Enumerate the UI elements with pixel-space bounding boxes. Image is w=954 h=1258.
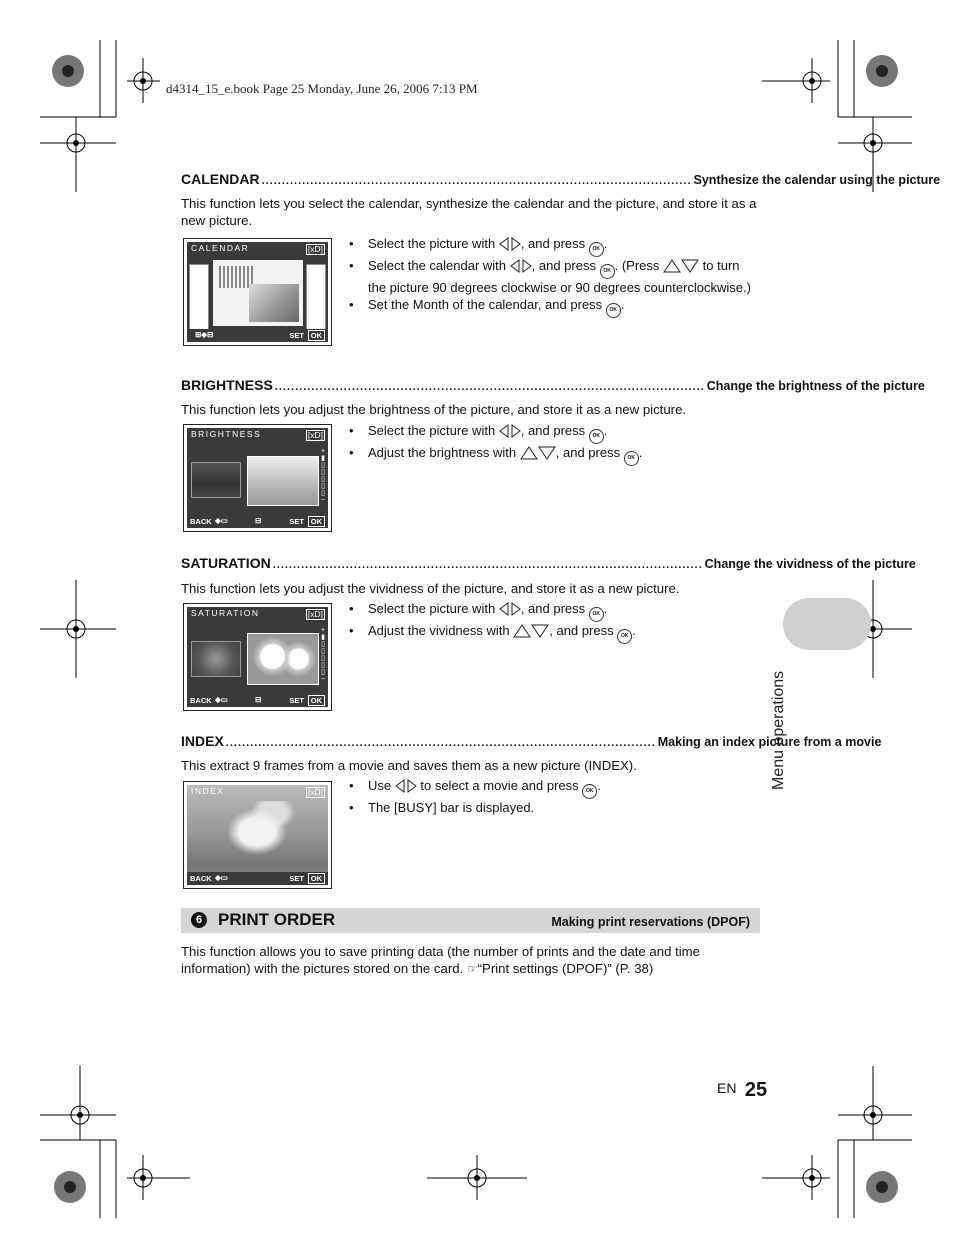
xd-badge: [xD] [307,244,323,254]
list-item: • Adjust the vividness with , and press OK . [349,622,759,644]
list-item: • Use to select a movie and press OK . [349,777,759,799]
screen-back-label: BACK [190,517,212,526]
index-intro: This extract 9 frames from a movie and saves them as a new picture (INDEX). [181,758,637,773]
chapter-side-label: Menu operations [770,670,787,790]
flower-preview [247,633,319,685]
menu-icon: ◆▭ [215,516,228,525]
calendar-title: CALENDAR [181,171,260,187]
brightness-steps [349,422,759,466]
index-heading [181,733,882,749]
ok-func-button-icon: OK [589,429,604,444]
calendar-heading [181,171,941,187]
up-down-icon: ⊟ [255,516,262,525]
book-header-line: d4314_15_e.book Page 25 Monday, June 26, 2006 7:13 PM [166,81,478,96]
saturation-title: SATURATION [181,555,271,571]
brightness-intro: This function lets you adjust the brightness of the picture, and store it as a new picture. [181,402,687,417]
screen-set-label: SET [289,331,304,340]
print-order-line-2: information) with the pictures stored on the card. ☞“Print settings (DPOF)” (P. 38) [181,961,654,976]
ok-icon: OK [308,516,325,527]
calendar-description: Synthesize the calendar using the picture [693,173,941,187]
index-steps [349,777,759,816]
index-description: Making an index picture from a movie [657,735,882,749]
list-item: • Set the Month of the calendar, and press OK . [349,296,759,318]
xd-badge: [xD] [307,787,323,797]
ok-func-button-icon: OK [600,264,615,279]
calendar-nav-icons: ⊞◆⊟ [195,330,214,339]
calendar-steps [349,235,759,318]
saturation-intro: This function lets you adjust the vividness of the picture, and store it as a new picture. [181,581,680,596]
left-right-arrows-icon [510,259,532,273]
screen-title: SATURATION [191,608,260,618]
menu-icon: ◆▭ [215,873,228,882]
saturation-scale: + ▮ ▯ ▯ ▯ ▯ ▯ − [320,627,326,683]
ok-func-button-icon: OK [606,303,621,318]
print-order-title: PRINT ORDER [218,910,336,929]
left-right-arrows-icon [499,602,521,616]
index-screen [183,781,332,889]
leader-dots: .......................................................................................................... [272,559,703,571]
page-footer [717,1079,767,1102]
up-down-arrows-icon [520,446,556,460]
left-right-arrows-icon [499,424,521,438]
saturation-description: Change the vividness of the picture [704,557,916,571]
ok-func-button-icon: OK [582,784,597,799]
index-title: INDEX [181,733,224,749]
print-order-body [181,943,771,978]
screen-set-label: SET [289,517,304,526]
bright-preview [247,456,319,506]
list-item: • Select the picture with , and press OK . [349,235,759,257]
print-order-description: Making print reservations (DPOF) [551,915,750,929]
list-item: • Select the picture with , and press OK . [349,422,759,444]
xd-badge: [xD] [307,430,323,440]
dark-thumbnail [191,462,241,498]
leader-dots: .......................................................................................................... [274,381,705,393]
ok-func-button-icon: OK [617,629,632,644]
list-item: • Adjust the brightness with , and press OK . [349,444,759,466]
flower-thumbnail [191,641,241,677]
screen-set-label: SET [289,874,304,883]
print-order-line-1: This function allows you to save printing data (the number of prints and the date and time [181,944,701,959]
language-code: EN [717,1080,737,1096]
saturation-heading [181,555,916,571]
ok-func-button-icon: OK [589,242,604,257]
list-item: • Select the calendar with , and press OK . (Press to turn the picture 90 degrees clockwise or 90 degrees counterclockwise.) [349,257,759,296]
up-down-arrows-icon [663,259,699,273]
ok-func-button-icon: OK [589,607,604,622]
section-number-badge: 6 [191,912,207,928]
leader-dots: .......................................................................................................... [261,175,692,187]
bird-photo [249,284,299,322]
brightness-screen [183,424,332,532]
screen-back-label: BACK [190,874,212,883]
left-right-arrows-icon [499,237,521,251]
list-item: • Select the picture with , and press OK . [349,600,759,622]
calendar-screen [183,238,332,346]
saturation-steps [349,600,759,644]
brightness-scale: + ▮ ▯ ▯ ▯ ▯ ▯ − [320,448,326,504]
brightness-title: BRIGHTNESS [181,377,273,393]
gull-photo [217,801,297,857]
leader-dots: .......................................................................................................... [225,737,656,749]
screen-set-label: SET [289,696,304,705]
screen-title: INDEX [191,786,225,796]
saturation-screen [183,603,332,711]
xd-badge: [xD] [307,609,323,619]
screen-title: CALENDAR [191,243,250,253]
brightness-description: Change the brightness of the picture [706,379,925,393]
ok-icon: OK [308,695,325,706]
up-down-icon: ⊟ [255,695,262,704]
list-item: • The [BUSY] bar is displayed. [349,799,759,816]
print-order-heading-bar [181,908,760,933]
page-number: 25 [744,1079,768,1101]
ok-func-button-icon: OK [624,451,639,466]
up-down-arrows-icon [513,624,549,638]
ok-icon: OK [308,873,325,884]
calendar-intro: This function lets you select the calendar, synthesize the calendar and the picture, and store it as a new picture. [181,196,757,228]
calendar-preview [213,260,303,326]
screen-back-label: BACK [190,696,212,705]
screen-title: BRIGHTNESS [191,429,262,439]
menu-icon: ◆▭ [215,695,228,704]
chapter-side-tab [783,598,871,650]
brightness-heading [181,377,925,393]
reference-link[interactable]: “Print settings (DPOF)” (P. 38) [477,961,654,976]
left-right-arrows-icon [395,779,417,793]
ok-icon: OK [308,330,325,341]
reference-pointer-icon: ☞ [466,962,478,976]
